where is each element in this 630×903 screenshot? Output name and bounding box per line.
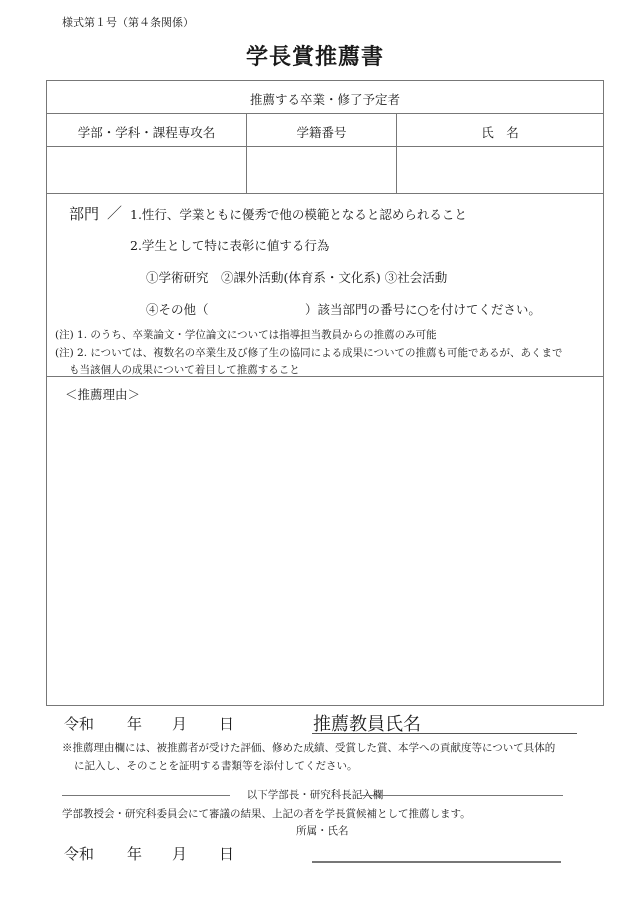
department-field[interactable] <box>48 147 245 192</box>
student-name-field[interactable] <box>398 147 602 192</box>
page-title: 学長賞推薦書 <box>245 44 384 70</box>
table-caption: 推薦する卒業・修了予定者 <box>249 92 400 107</box>
form-id: 様式第１号（第４条関係） <box>62 16 194 29</box>
department-option-2[interactable]: 2.学生として特に表彰に値する行為 <box>130 238 330 253</box>
year-label: 年 <box>127 715 143 733</box>
note-1: (注) 1. のうち、卒業論文・学位論文については指導担当教員からの推薦のみ可能 <box>55 329 437 341</box>
department-instruction: ）該当部門の番号に○を付けてください。 <box>305 302 541 317</box>
other-input[interactable] <box>247 300 305 316</box>
column-header-student-id: 学籍番号 <box>296 125 347 140</box>
day-label: 日 <box>219 715 235 733</box>
student-id-field[interactable] <box>248 147 395 192</box>
remark-line-1: ※推薦理由欄には、被推薦者が受けた評価、修めた成績、受賞した賞、本学への貢献度等について具体的 <box>62 742 556 754</box>
reason-label: ＜推薦理由＞ <box>65 387 141 402</box>
remark-line-2: に記入し、そのことを証明する書類等を添付してください。 <box>74 760 358 772</box>
department-label: 部門 <box>69 205 100 223</box>
era-label: 令和 <box>64 715 95 733</box>
teacher-name-line[interactable] <box>312 733 577 734</box>
reason-textarea[interactable] <box>48 406 602 704</box>
divider <box>47 113 603 114</box>
department-option-other[interactable]: ④その他（ <box>146 302 209 317</box>
recommendation-table <box>46 80 604 706</box>
year-label: 年 <box>127 845 143 863</box>
slash-mark: ／ <box>107 204 123 222</box>
era-label: 令和 <box>64 845 95 863</box>
month-label: 月 <box>172 715 188 733</box>
teacher-name-label: 推薦教員氏名 <box>313 714 421 735</box>
column-header-department: 学部・学科・課程専攻名 <box>77 125 216 140</box>
divider <box>47 193 603 194</box>
month-label: 月 <box>172 845 188 863</box>
department-option-1[interactable]: 1.性行、学業ともに優秀で他の模範となると認められること <box>130 207 467 222</box>
department-sub-options[interactable]: ①学術研究 ②課外活動(体育系・文化系) ③社会活動 <box>146 270 448 285</box>
dean-statement: 学部教授会・研究科委員会にて審議の結果、上記の者を学長賞候補として推薦します。 <box>62 808 471 820</box>
divider <box>360 795 563 796</box>
note-2: (注) 2. については、複数名の卒業生及び修了生の協同による成果についての推薦も可能であるが、あくまで <box>55 347 563 359</box>
affiliation-name-label: 所属・氏名 <box>296 825 349 837</box>
day-label: 日 <box>219 845 235 863</box>
note-2-continued: も当該個人の成果について着目して推薦すること <box>69 364 300 376</box>
column-header-name: 氏 名 <box>481 125 519 140</box>
dean-section-heading: 以下学部長・研究科長記入欄 <box>246 789 384 801</box>
dean-signature-line[interactable] <box>312 861 561 863</box>
